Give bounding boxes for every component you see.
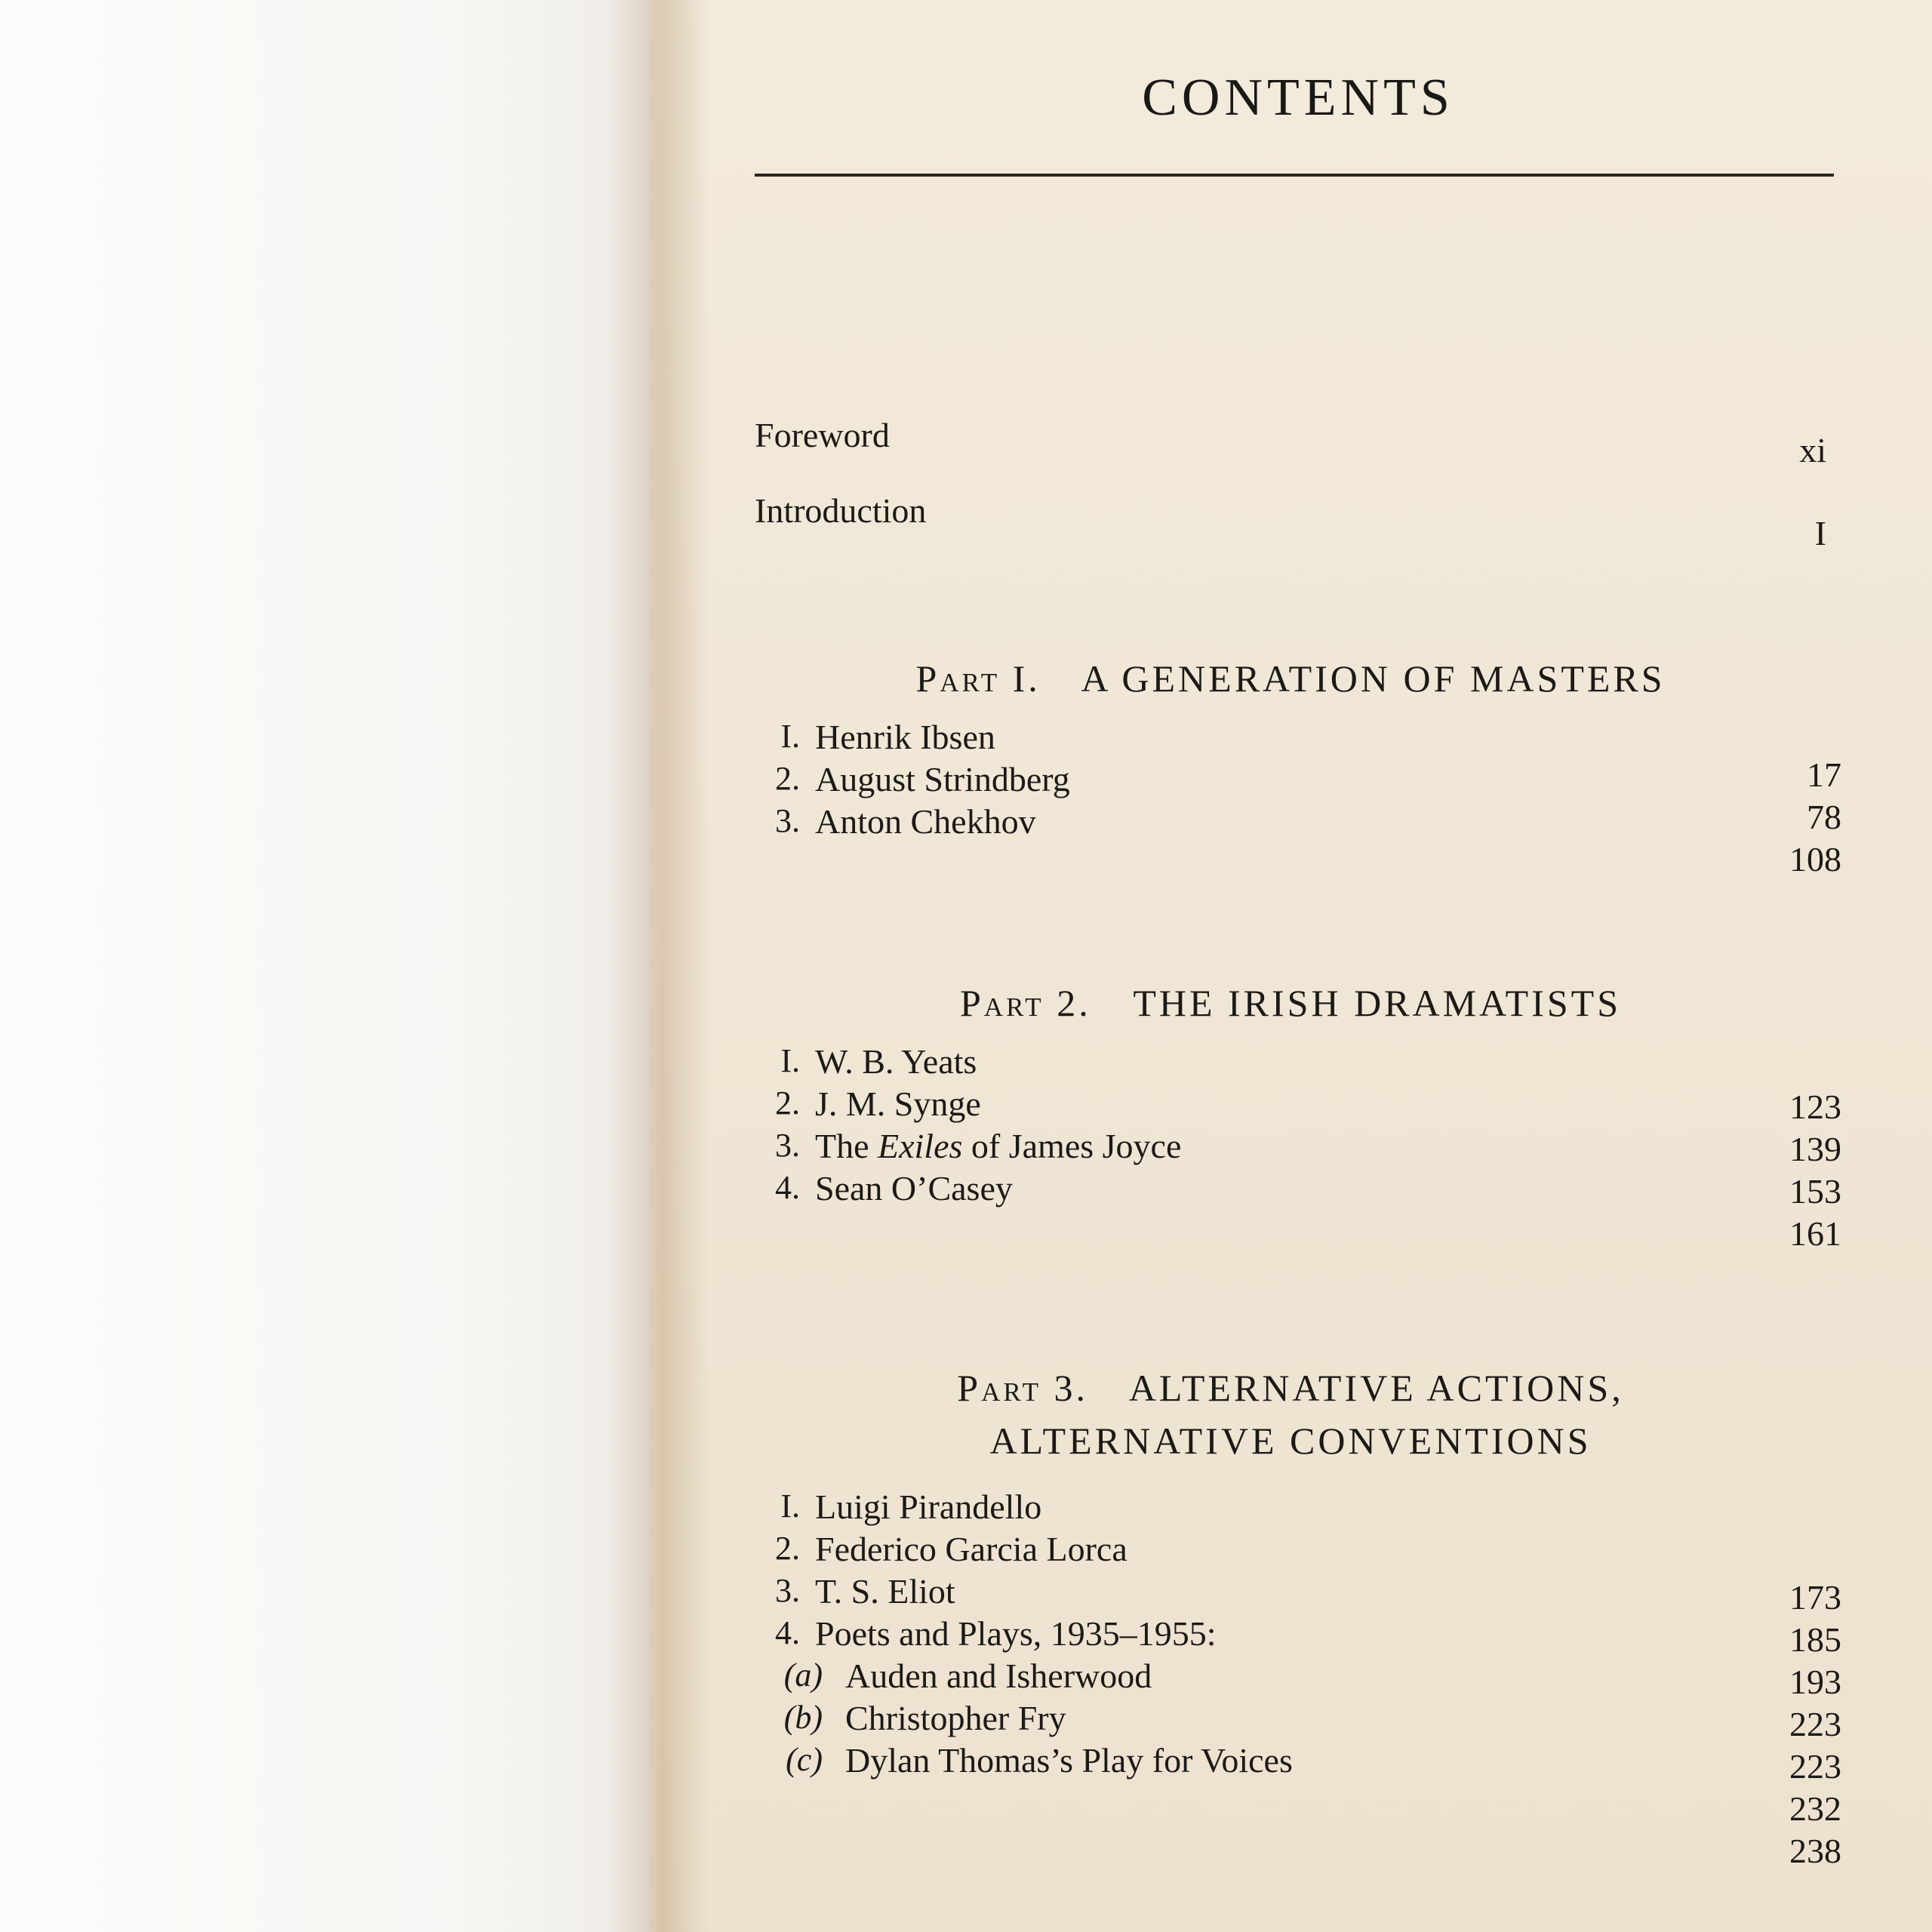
subchapter-row xyxy=(755,1698,1826,1740)
part-1-chapters xyxy=(755,717,1826,844)
chapter-row xyxy=(755,1168,1826,1211)
chapter-title: J. M. Synge xyxy=(815,1084,981,1123)
part-3-heading xyxy=(755,1366,1826,1410)
part-1-heading xyxy=(755,657,1826,700)
chapter-row xyxy=(755,1084,1826,1126)
page-number: 78 xyxy=(1807,798,1841,836)
chapter-number: 3. xyxy=(775,1572,800,1609)
part-2-label: Part 2. xyxy=(959,982,1091,1024)
subchapter-letter: (c) xyxy=(786,1741,823,1778)
chapter-row xyxy=(755,1126,1826,1168)
chapter-number: I. xyxy=(780,1487,800,1524)
page-number: 161 xyxy=(1789,1214,1841,1253)
part-1-label: Part I. xyxy=(915,657,1041,700)
part-3-chapters xyxy=(755,1487,1826,1783)
chapter-number: I. xyxy=(780,718,800,755)
part-3-title-line-1: ALTERNATIVE ACTIONS, xyxy=(1128,1367,1624,1409)
chapter-title: T. S. Eliot xyxy=(815,1572,955,1611)
part-3-title-line-2: ALTERNATIVE CONVENTIONS xyxy=(989,1420,1592,1462)
part-1-page-numbers xyxy=(1736,755,1841,881)
page-number: 238 xyxy=(1789,1832,1841,1870)
chapter-number: 2. xyxy=(775,1530,800,1567)
chapter-number: 4. xyxy=(775,1614,800,1651)
chapter-number: 3. xyxy=(775,1127,800,1164)
introduction-page: I xyxy=(1814,514,1826,552)
page-number: 232 xyxy=(1789,1789,1841,1828)
part-3-label: Part 3. xyxy=(957,1367,1089,1409)
left-page xyxy=(0,0,649,1932)
chapter-row xyxy=(755,1529,1826,1571)
chapter-title: Anton Chekhov xyxy=(815,802,1036,841)
chapter-number: 3. xyxy=(775,802,800,839)
foreword-page: xi xyxy=(1799,431,1826,469)
chapter-title: Federico Garcia Lorca xyxy=(815,1530,1128,1568)
chapter-title: W. B. Yeats xyxy=(815,1042,977,1081)
part-3-heading-line-2 xyxy=(755,1419,1826,1463)
chapter-row xyxy=(755,1614,1826,1656)
book-gutter xyxy=(604,0,709,1932)
chapter-row xyxy=(755,1571,1826,1614)
subchapter-letter: (a) xyxy=(783,1657,823,1694)
chapter-title-suffix: of James Joyce xyxy=(962,1127,1182,1165)
chapter-row xyxy=(755,1487,1826,1529)
part-2-title: THE IRISH DRAMATISTS xyxy=(1133,982,1622,1024)
chapter-number: 2. xyxy=(775,1084,800,1121)
chapter-title: Luigi Pirandello xyxy=(815,1487,1042,1526)
part-2-chapters xyxy=(755,1041,1826,1211)
chapter-row xyxy=(755,801,1826,844)
chapter-title: August Strindberg xyxy=(815,760,1070,798)
foreword-entry xyxy=(755,415,1826,469)
page-number: 17 xyxy=(1807,755,1841,794)
chapter-row xyxy=(755,717,1826,759)
subchapter-row xyxy=(755,1656,1826,1698)
part-2-page-numbers xyxy=(1736,1087,1841,1256)
subchapter-title: Auden and Isherwood xyxy=(845,1657,1152,1695)
page-number: 223 xyxy=(1789,1705,1841,1743)
part-3-page-numbers xyxy=(1736,1577,1841,1873)
contents-page xyxy=(755,68,1841,1917)
chapter-number: 4. xyxy=(775,1169,800,1206)
chapter-number: I. xyxy=(780,1042,800,1079)
chapter-row xyxy=(755,759,1826,801)
page-number: 108 xyxy=(1789,840,1841,878)
subchapter-title: Christopher Fry xyxy=(845,1699,1066,1737)
chapter-title xyxy=(815,1126,1181,1166)
subchapter-letter: (b) xyxy=(783,1699,823,1736)
part-1-title: A GENERATION OF MASTERS xyxy=(1081,657,1666,700)
introduction-label: Introduction xyxy=(755,491,927,530)
foreword-label: Foreword xyxy=(755,416,890,454)
chapter-number: 2. xyxy=(775,760,800,797)
chapter-title: Henrik Ibsen xyxy=(815,718,995,756)
page-number: 223 xyxy=(1789,1747,1841,1786)
subchapter-title: Dylan Thomas’s Play for Voices xyxy=(845,1741,1293,1780)
chapter-title-prefix: The xyxy=(815,1127,878,1165)
title-rule xyxy=(755,174,1834,177)
page-title: CONTENTS xyxy=(1142,69,1454,127)
part-2-heading xyxy=(755,981,1826,1025)
page-number: 193 xyxy=(1789,1663,1841,1701)
page-number: 185 xyxy=(1789,1620,1841,1659)
chapter-title: Sean O’Casey xyxy=(815,1169,1013,1208)
chapter-title-italic: Exiles xyxy=(878,1127,963,1165)
chapter-row xyxy=(755,1041,1826,1084)
subchapter-row xyxy=(755,1740,1826,1783)
page-number: 153 xyxy=(1789,1172,1841,1211)
chapter-title: Poets and Plays, 1935–1955: xyxy=(815,1614,1217,1653)
page-number: 139 xyxy=(1789,1130,1841,1168)
introduction-entry xyxy=(755,491,1826,552)
page-number: 173 xyxy=(1789,1578,1841,1617)
page-number: 123 xyxy=(1789,1088,1841,1126)
